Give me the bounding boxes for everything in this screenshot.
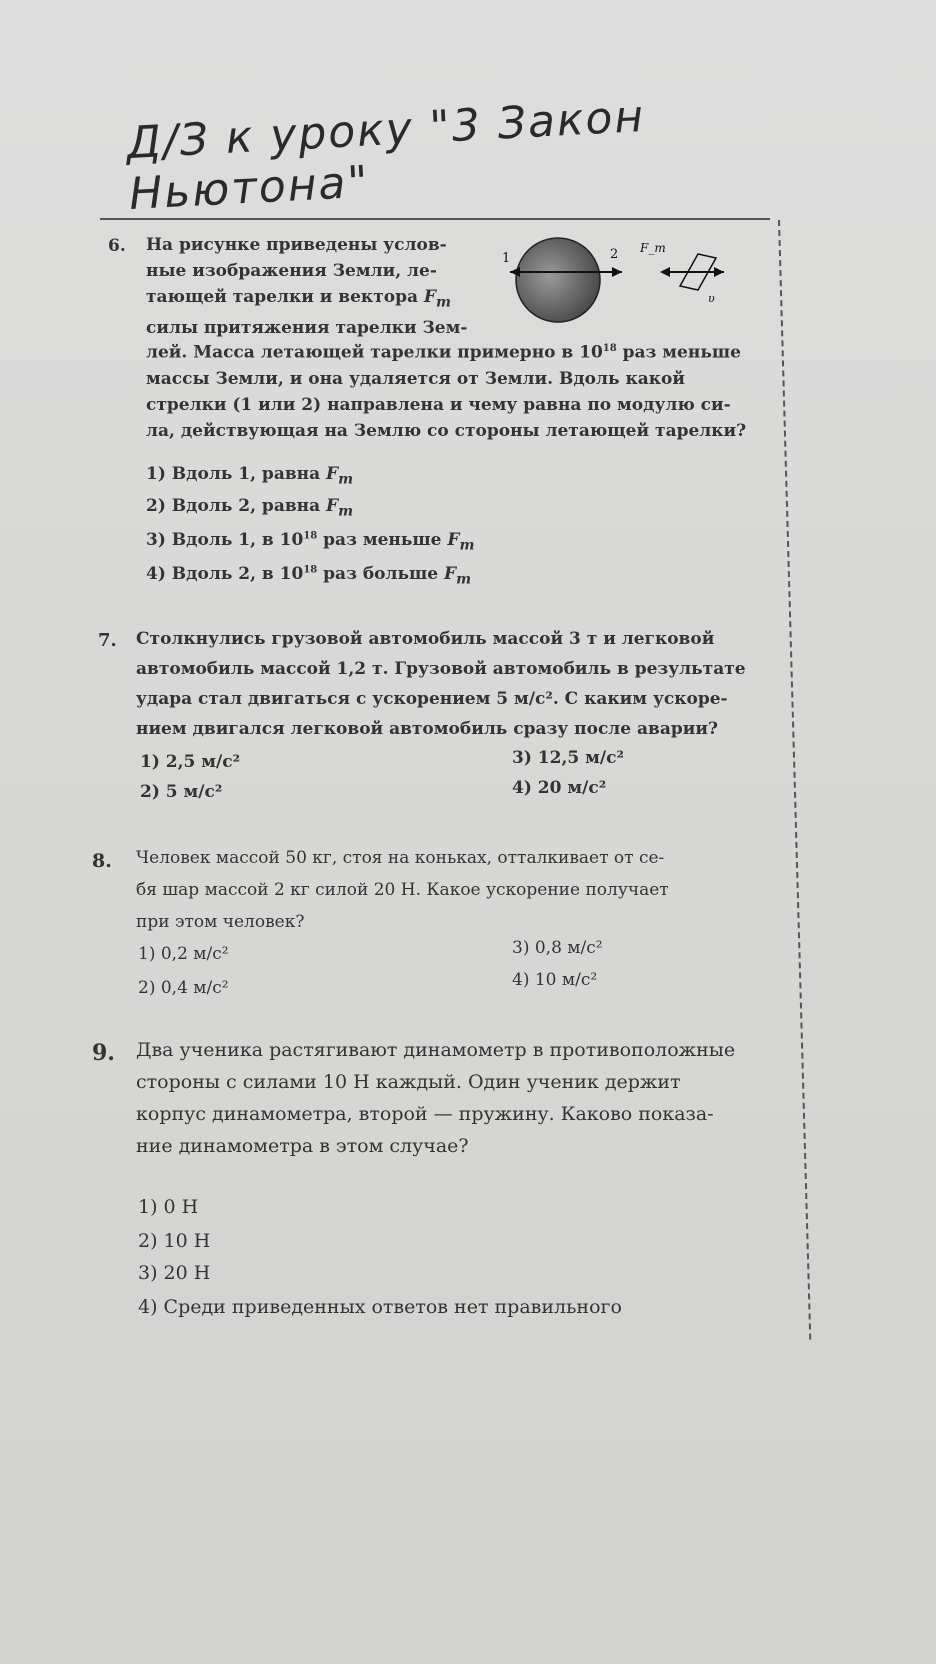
arrow-2 (612, 267, 622, 277)
question-9-text (136, 1034, 776, 1162)
arrow-1 (510, 267, 520, 277)
text-line: массы Земли, и она удаляется от Земли. Вдоль какой (146, 368, 685, 389)
text-line: ные изображения Земли, ле- (146, 261, 437, 281)
question-8-text (136, 842, 776, 938)
option: 3) 12,5 м/с² (512, 748, 624, 768)
question-number: 6. (108, 236, 126, 256)
text-line: силы притяжения тарелки Зем- (146, 318, 468, 339)
earth-circle (516, 238, 600, 322)
label-1: 1 (502, 251, 511, 266)
text-line: стороны с силами 10 Н каждый. Один ученик держит (136, 1071, 681, 1093)
earth-saucer-figure (502, 240, 770, 330)
text-line: удара стал двигаться с ускорением 5 м/с². С каким ускоре- (136, 689, 728, 709)
option: 1) 0,2 м/с² (138, 944, 229, 964)
text-line: Человек массой 50 кг, стоя на коньках, отталкивает от се- (136, 848, 665, 868)
text-line: бя шар массой 2 кг силой 20 Н. Какое ускорение получает (136, 880, 669, 900)
option: 3) 20 Н (138, 1262, 211, 1284)
question-number: 7. (98, 630, 117, 651)
text-line: Столкнулись грузовой автомобиль массой 3 т и легковой (136, 629, 715, 649)
dashed-cut-line (778, 220, 811, 1340)
text-line: ние динамометра в этом случае? (136, 1135, 469, 1157)
force-label: F_m (640, 241, 666, 255)
question-7-text (136, 624, 766, 744)
option: 3) Вдоль 1, в $10^{18}$ раз меньше $F_m$ (146, 530, 475, 554)
top-rule (100, 218, 770, 220)
option: 4) Среди приведенных ответов нет правильного (138, 1296, 622, 1318)
option: 2) 5 м/с² (140, 782, 223, 802)
option: 2) Вдоль 2, равна $F_m$ (146, 496, 354, 520)
option: 4) 20 м/с² (512, 778, 607, 798)
text-line: тающей тарелки и вектора $F_m$ (146, 287, 451, 311)
saucer-arrow (714, 267, 724, 277)
option: 1) Вдоль 1, равна $F_m$ (146, 464, 354, 488)
question-6-text-top (146, 232, 506, 341)
text-line: при этом человек? (136, 912, 305, 932)
text-line: корпус динамометра, второй — пружину. Каково показа- (136, 1103, 714, 1125)
option: 1) 2,5 м/с² (140, 752, 241, 772)
text-line: Два ученика растягивают динамометр в противоположные (136, 1039, 736, 1061)
handwritten-title: Д/З к уроку "3 Закон Ньютона" (125, 90, 647, 220)
option: 1) 0 Н (138, 1196, 199, 1218)
option: 3) 0,8 м/с² (512, 938, 603, 958)
option: 4) 10 м/с² (512, 970, 598, 990)
question-6-text-bottom (146, 336, 758, 444)
label-2: 2 (610, 247, 619, 262)
text-line: На рисунке приведены услов- (146, 235, 447, 255)
text-line: стрелки (1 или 2) направлена и чему равна по модулю си- (146, 394, 731, 415)
option: 2) 0,4 м/с² (138, 978, 229, 998)
velocity-label: υ (708, 292, 715, 305)
question-number: 9. (92, 1040, 115, 1066)
option: 2) 10 Н (138, 1230, 211, 1252)
text-line: ла, действующая на Землю со стороны летающей тарелки? (146, 420, 747, 441)
text-line: автомобиль массой 1,2 т. Грузовой автомобиль в результате (136, 659, 746, 679)
text-line: нием двигался легковой автомобиль сразу после аварии? (136, 719, 718, 739)
text-line: лей. Масса летающей тарелки примерно в $10^{18}$ раз меньше (146, 342, 741, 363)
option: 4) Вдоль 2, в $10^{18}$ раз больше $F_m$ (146, 564, 472, 588)
force-arrow (660, 267, 670, 277)
question-number: 8. (92, 850, 112, 872)
